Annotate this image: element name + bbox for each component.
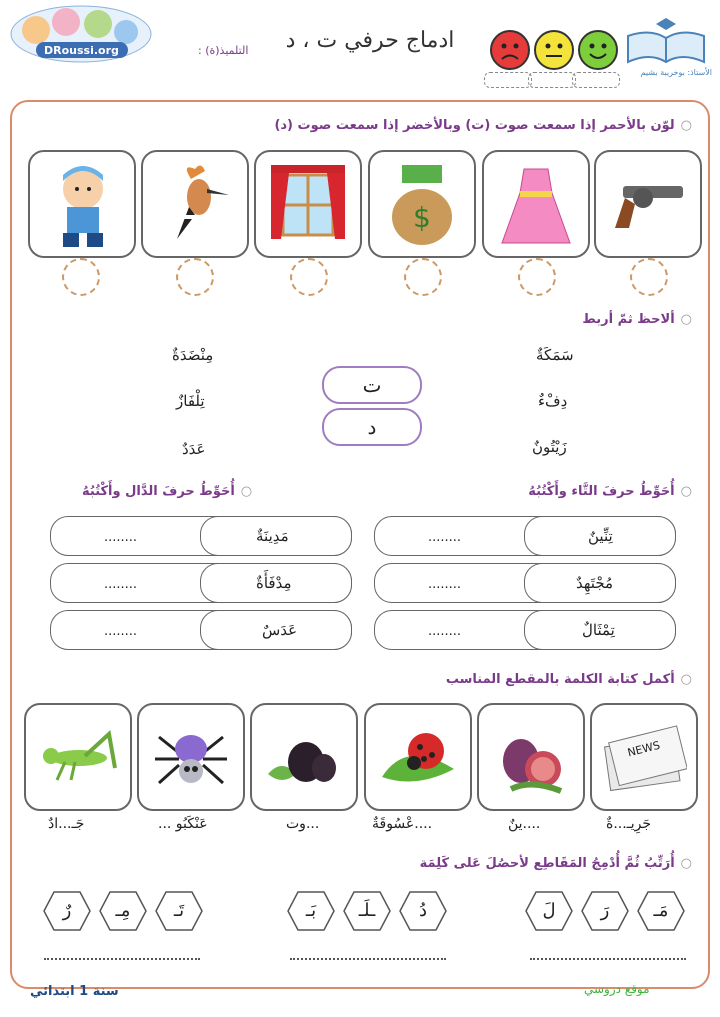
fig-icon [491, 719, 571, 795]
window-card [254, 150, 362, 258]
color-circle-6[interactable] [62, 258, 100, 296]
complete-word-2[interactable]: ....ينٌ [508, 816, 541, 832]
section4-instruction: ○أكمل كتابة الكلمة بالمقطع المناسب [445, 672, 692, 687]
blank-left-3[interactable]: ........ [104, 624, 138, 639]
grade-label: سنة 1 ابتدائي [30, 984, 119, 999]
match-word-left-2: تِلْفَازٌ [176, 392, 205, 410]
dress-card [482, 150, 590, 258]
sad-face-icon [490, 30, 530, 70]
section1-instruction: ○لوّن بالأحمر إذا سمعت صوت (ت) وبالأخضر إذا سمعت صوت (د) [274, 118, 692, 133]
newspaper-icon [601, 722, 687, 792]
syllable-hex-2-2[interactable]: ـلَـ [342, 890, 392, 932]
circle-word-left-3[interactable]: عَدَسٌ [262, 621, 298, 639]
color-circle-4[interactable] [290, 258, 328, 296]
section5-instruction: ○أُرَتِّبُ ثُمَّ أُدْمِجُ المَقَاطِع لأحصُلَ عَلى كَلِمَة [419, 856, 692, 871]
spider-icon [149, 717, 233, 797]
hoopoe-card [141, 150, 249, 258]
mulberry-icon [262, 722, 346, 792]
syllable-hex-3-1[interactable]: تَـ [154, 890, 204, 932]
section2-instruction: ○ألاحظ ثمّ أربط [582, 312, 692, 327]
complete-word-4[interactable]: ...وت [286, 816, 320, 832]
syllable-hex-1-2[interactable]: رَ [580, 890, 630, 932]
rating-box-sad[interactable] [484, 72, 532, 88]
color-circle-5[interactable] [176, 258, 214, 296]
match-word-right-3: زَيْتُونٌ [532, 438, 567, 456]
mulberry-card [250, 703, 358, 811]
match-word-left-1: مِنْضَدَةٌ [172, 346, 214, 364]
syllable-hex-3-2[interactable]: مِـ [98, 890, 148, 932]
circle-word-right-2[interactable]: مُجْتَهِدٌ [576, 574, 614, 592]
syllable-hex-3-3[interactable]: رٌ [42, 890, 92, 932]
child-icon [37, 157, 127, 251]
hoopoe-icon [155, 159, 235, 249]
match-word-right-2: دِفْءٌ [538, 392, 568, 410]
circle-word-left-1[interactable]: مَدِينَةٌ [256, 527, 289, 545]
child-card [28, 150, 136, 258]
money-bag-icon [382, 159, 462, 249]
complete-word-3[interactable]: ....عْسُوقَةٌ [372, 816, 433, 832]
match-word-right-1: سَمَكَةٌ [536, 346, 574, 364]
site-footer-label: موقع دروسي [584, 982, 650, 996]
newspaper-card [590, 703, 698, 811]
color-circle-1[interactable] [630, 258, 668, 296]
letter-pill-dal[interactable]: د [322, 408, 422, 446]
blank-right-1[interactable]: ........ [428, 530, 462, 545]
site-logo-text: DRoussi.org [44, 44, 119, 57]
neutral-face-icon [534, 30, 574, 70]
blank-left-1[interactable]: ........ [104, 530, 138, 545]
complete-word-6[interactable]: جَـ...ادٌ [48, 816, 85, 832]
student-name-label: التلميذ(ة) : [198, 44, 249, 57]
rating-box-neutral[interactable] [528, 72, 576, 88]
grasshopper-icon [35, 722, 121, 792]
grasshopper-card [24, 703, 132, 811]
syllable-hex-1-1[interactable]: مَـ [636, 890, 686, 932]
color-circle-3[interactable] [404, 258, 442, 296]
teacher-logo [620, 14, 712, 84]
circle-word-left-2[interactable]: مِدْفَأَةٌ [256, 574, 292, 592]
page-title: ادماج حرفي ت ، د [285, 28, 455, 53]
svg-text:NEWS: NEWS [626, 738, 662, 760]
circle-word-right-3[interactable]: تِمْثَالٌ [582, 621, 615, 639]
spider-card [137, 703, 245, 811]
svg-text:$: $ [413, 201, 431, 234]
happy-face-icon [578, 30, 618, 70]
teacher-caption: الأستاذ: بوخريبة بشيم [640, 68, 712, 77]
letter-pill-ta[interactable]: ت [322, 366, 422, 404]
window-curtains-icon [263, 159, 353, 249]
money-bag-card [368, 150, 476, 258]
complete-word-5[interactable]: عَنْكَبُو ... [158, 816, 208, 832]
blank-left-2[interactable]: ........ [104, 577, 138, 592]
fig-card [477, 703, 585, 811]
syllable-hex-2-1[interactable]: دُ [398, 890, 448, 932]
circle-word-right-1[interactable]: تِنِّينٌ [588, 527, 613, 545]
answer-line-3[interactable] [44, 958, 200, 960]
syllable-hex-2-3[interactable]: بَـ [286, 890, 336, 932]
site-logo [6, 2, 156, 64]
revolver-card [594, 150, 702, 258]
syllable-hex-1-3[interactable]: لَ [524, 890, 574, 932]
blank-right-2[interactable]: ........ [428, 577, 462, 592]
section3-instruction-right: ○أُحَوِّطُ حرفَ التَّاء وأَكْتُبُهُ [528, 484, 692, 499]
ladybug-icon [376, 719, 460, 795]
match-word-left-3: عَدَدٌ [182, 440, 206, 458]
color-circle-2[interactable] [518, 258, 556, 296]
blank-right-3[interactable]: ........ [428, 624, 462, 639]
answer-line-1[interactable] [530, 958, 686, 960]
revolver-icon [603, 174, 693, 234]
dress-icon [496, 159, 576, 249]
ladybug-card [364, 703, 472, 811]
section3-instruction-left: ○أُحَوِّطُ حرفَ الدَّال وأَكْتُبُهُ [82, 484, 253, 499]
answer-line-2[interactable] [290, 958, 446, 960]
complete-word-1[interactable]: جَرِيـ...ةٌ [606, 816, 652, 832]
